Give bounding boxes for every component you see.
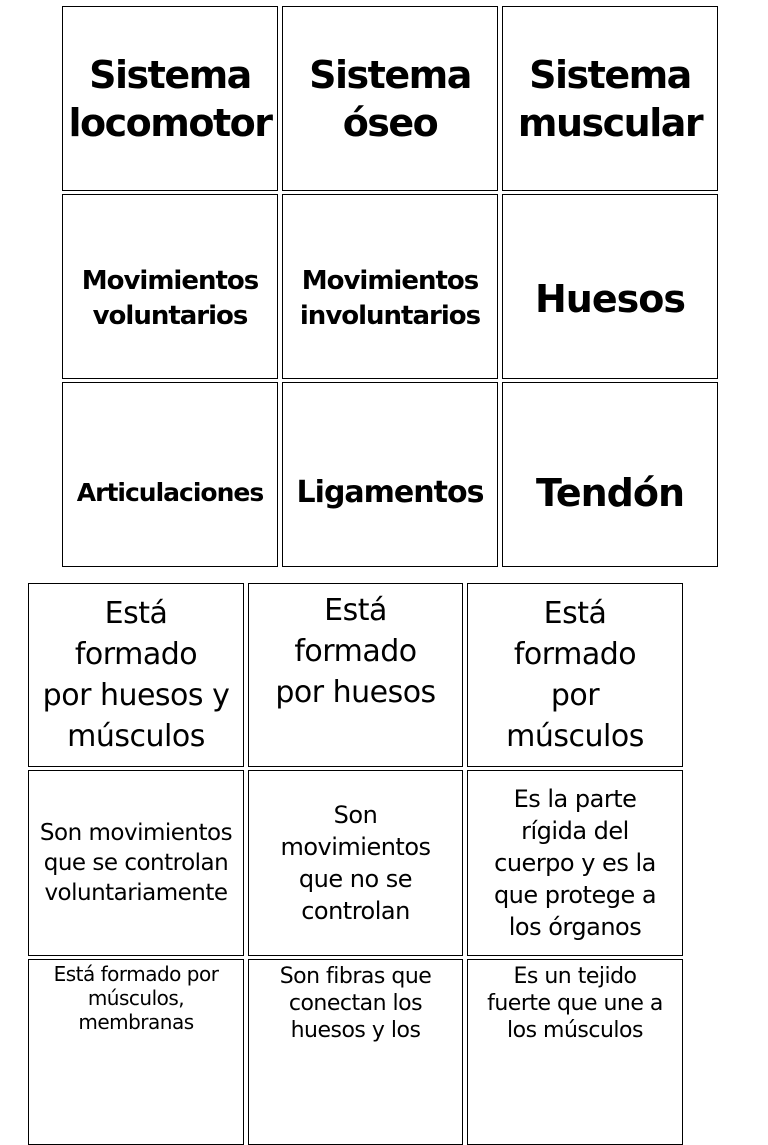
card-def-sistema-oseo xyxy=(248,583,463,767)
card-ligamentos xyxy=(282,382,498,567)
card-text: Son movimientos que no se controlan xyxy=(280,801,431,925)
card-text: Sistema locomotor xyxy=(68,52,272,145)
card-text: Ligamentos xyxy=(296,475,484,510)
card-text: Movimientos involuntarios xyxy=(299,265,481,331)
card-def-sistema-muscular-partial xyxy=(28,959,244,1145)
definition-cards-grid xyxy=(28,583,683,1145)
card-text: Movimientos voluntarios xyxy=(81,265,259,331)
card-articulaciones xyxy=(62,382,278,567)
card-text: Es la parte rígida del cuerpo y es la que protege a los órganos xyxy=(493,785,657,941)
card-def-sistema-muscular xyxy=(467,583,683,767)
card-text: Tendón xyxy=(535,470,685,515)
card-text: Huesos xyxy=(535,276,685,321)
card-sistema-oseo xyxy=(282,6,498,191)
card-text: Está formado por músculos, membranas xyxy=(53,962,219,1034)
card-text: Está formado por músculos xyxy=(506,596,644,754)
card-movimientos-involuntarios xyxy=(282,194,498,379)
card-tendon xyxy=(502,382,718,567)
card-text: Sistema muscular xyxy=(517,52,703,145)
card-def-ligamentos-partial xyxy=(248,959,463,1145)
card-text: Está formado por huesos y músculos xyxy=(42,596,230,754)
card-text: Está formado por huesos xyxy=(275,593,436,710)
card-movimientos-voluntarios xyxy=(62,194,278,379)
card-sistema-locomotor xyxy=(62,6,278,191)
card-def-movimientos-voluntarios xyxy=(28,770,244,956)
card-def-huesos xyxy=(467,770,683,956)
card-def-tendon-partial xyxy=(467,959,683,1145)
card-huesos xyxy=(502,194,718,379)
card-sistema-muscular xyxy=(502,6,718,191)
card-def-sistema-locomotor xyxy=(28,583,244,767)
card-text: Es un tejido fuerte que une a los músculos xyxy=(487,964,663,1043)
card-text: Son movimientos que se controlan voluntariamente xyxy=(39,820,233,906)
term-cards-grid xyxy=(62,6,718,567)
card-def-movimientos-involuntarios xyxy=(248,770,463,956)
card-text: Son fibras que conectan los huesos y los xyxy=(279,964,432,1043)
card-text: Articulaciones xyxy=(76,478,264,507)
card-text: Sistema óseo xyxy=(309,52,471,145)
